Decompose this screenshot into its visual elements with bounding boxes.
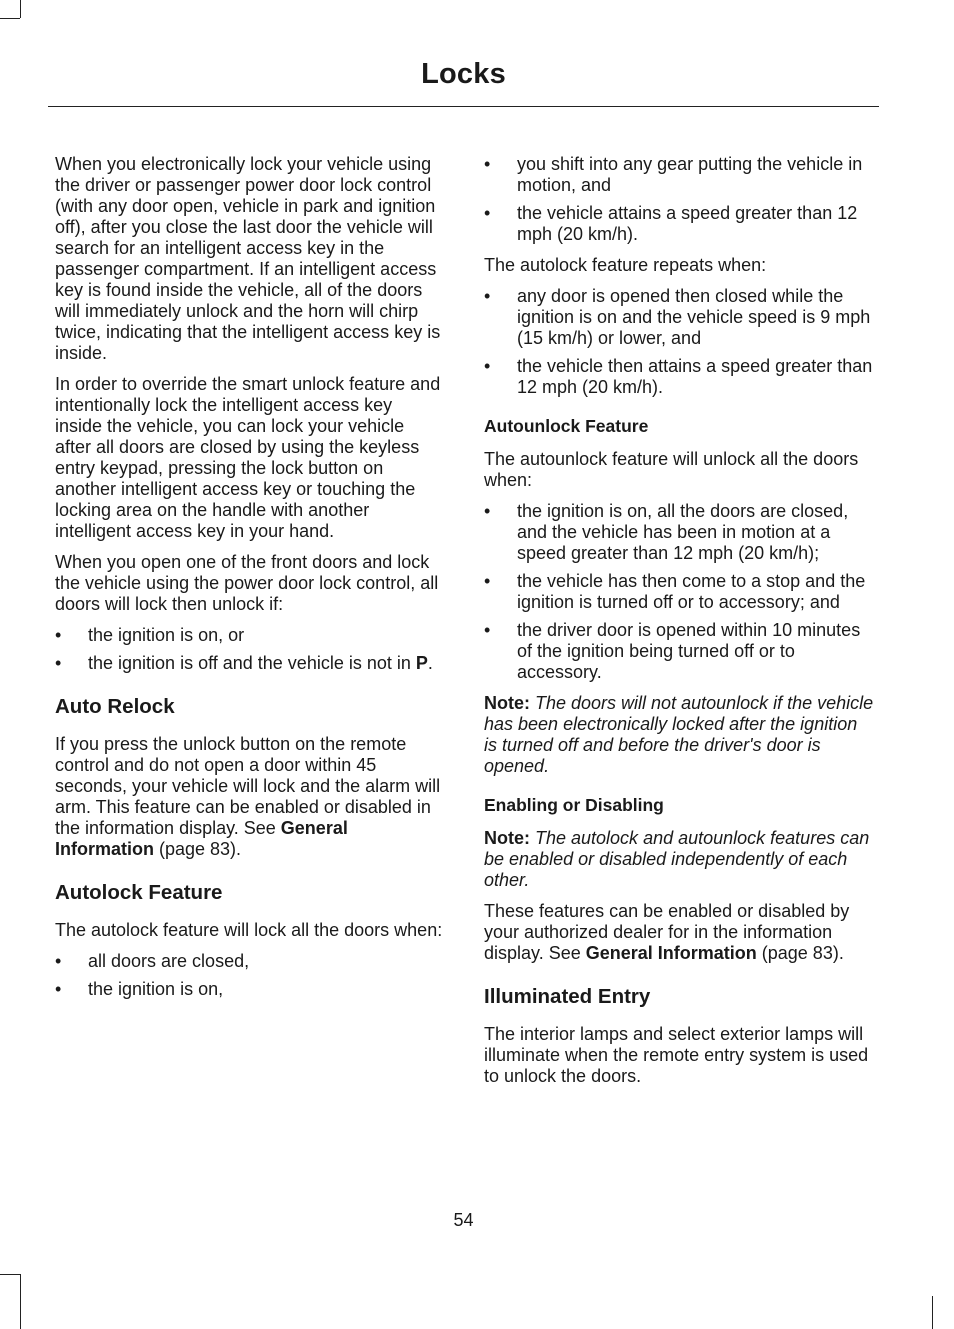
list-item: • the driver door is opened within 10 minutes of the ignition being turned off or to accessory. (484, 620, 861, 682)
list-item: • the ignition is on, (55, 979, 224, 999)
bullet-list (55, 625, 444, 674)
bullet: • (484, 203, 491, 223)
page-number: 54 (453, 1210, 474, 1230)
bullet: • (484, 620, 491, 640)
bullet-list (484, 154, 874, 245)
page-title: Locks (421, 58, 506, 90)
paragraph-illuminated-entry: The interior lamps and select exterior lamps will illuminate when the remote entry system is used to unlock the doors. (484, 1024, 869, 1086)
paragraph-autolock-repeats: The autolock feature repeats when: (484, 255, 767, 275)
list-item: • any door is opened then closed while the ignition is on and the vehicle speed is 9 mph (15 km/h) or lower, and (484, 286, 871, 348)
paragraph-smart-unlock: When you electronically lock your vehicle using the driver or passenger power door lock control (with any door open, vehicle in park and ignition off), after you close the last door the vehicle will search for an intelligent access key in the passenger compartment. If an intelligent access key is found inside the vehicle, all of the doors will immediately unlock and the horn will chirp twice, indicating that the intelligent access key is inside. (55, 154, 441, 363)
bullet: • (55, 979, 62, 999)
bullet: • (55, 625, 62, 645)
bullet-list (55, 951, 444, 1000)
crop-mark-bottom-left-h (0, 1274, 20, 1275)
bullet: • (484, 571, 491, 591)
list-item: • the ignition is off and the vehicle is not in P. (55, 653, 433, 673)
list-item: • the ignition is on, or (55, 625, 245, 645)
heading-enabling-disabling: Enabling or Disabling (484, 795, 664, 815)
heading-autounlock: Autounlock Feature (484, 416, 649, 436)
paragraph-dealer: These features can be enabled or disabled by your authorized dealer for in the information display. See General Information (page 83). (484, 901, 850, 963)
note-label: Note: (484, 828, 530, 848)
bullet: • (484, 501, 491, 521)
list-item: • the vehicle attains a speed greater than 12 mph (20 km/h). (484, 203, 858, 244)
crop-mark-top-left-v (20, 0, 21, 18)
bullet-list (484, 286, 874, 398)
list-item: • the ignition is on, all the doors are closed, and the vehicle has been in motion at a speed greater than 12 mph (20 km/h); (484, 501, 849, 563)
bullet: • (484, 356, 491, 376)
title-divider (48, 106, 879, 107)
paragraph-autounlock: The autounlock feature will unlock all the doors when: (484, 449, 859, 490)
note-label: Note: (484, 693, 530, 713)
heading-illuminated-entry: Illuminated Entry (484, 985, 651, 1008)
paragraph-front-doors: When you open one of the front doors and lock the vehicle using the power door lock control, all doors will lock then unlock if: (55, 552, 439, 614)
list-item: • the vehicle then attains a speed greater than 12 mph (20 km/h). (484, 356, 873, 397)
heading-auto-relock: Auto Relock (55, 695, 175, 718)
bullet: • (484, 154, 491, 174)
paragraph-override: In order to override the smart unlock feature and intentionally lock the intelligent access key inside the vehicle, you can lock your vehicle after all doors are closed by using the keyless entry keypad, pressing the lock button on another intelligent access key or touching the locking area on the handle with another intelligent access key in your hand. (55, 374, 441, 541)
bullet: • (55, 951, 62, 971)
bullet: • (484, 286, 491, 306)
list-item: • the vehicle has then come to a stop and the ignition is turned off or to accessory; and (484, 571, 866, 612)
note-autounlock: Note: The doors will not autounlock if the vehicle has been electronically locked after the ignition is turned off and before the driver's door is opened. (484, 693, 874, 776)
bullet-list (484, 501, 874, 683)
list-item: • you shift into any gear putting the vehicle in motion, and (484, 154, 863, 195)
list-item: • all doors are closed, (55, 951, 250, 971)
crop-mark-top-left-h (0, 18, 20, 19)
left-column (55, 146, 444, 1010)
crop-mark-bottom-left-v (20, 1274, 21, 1329)
note-enabling: Note: The autolock and autounlock features can be enabled or disabled independently of each other. (484, 828, 870, 890)
cross-reference-link[interactable]: General Information (585, 943, 757, 963)
cross-reference-link[interactable]: General Information (55, 818, 348, 859)
right-column (484, 146, 874, 1097)
paragraph-auto-relock: If you press the unlock button on the remote control and do not open a door within 45 seconds, your vehicle will lock and the alarm will arm. This feature can be enabled or disabled in the information display. See General Information (page 83). (55, 734, 441, 859)
paragraph-autolock: The autolock feature will lock all the doors when: (55, 920, 443, 940)
heading-autolock: Autolock Feature (55, 881, 223, 904)
bullet: • (55, 653, 62, 673)
crop-mark-bottom-right-v (932, 1296, 933, 1329)
